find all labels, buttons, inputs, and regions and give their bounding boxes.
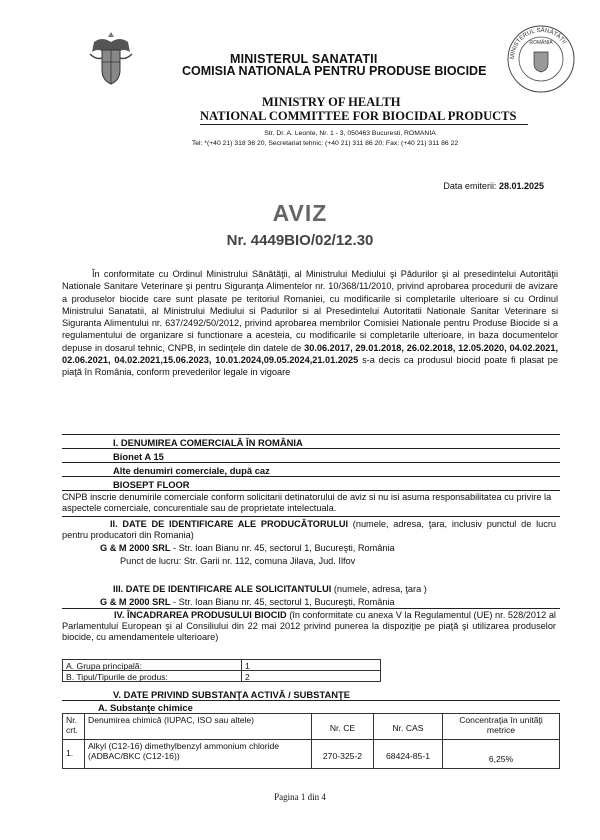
svg-text:ROMÂNIA: ROMÂNIA: [529, 40, 553, 46]
product-type-label: B. Tipul/Tipurile de produs:: [62, 670, 242, 682]
romanian-coat-of-arms-icon: [88, 30, 134, 88]
commission-title-en: NATIONAL COMMITTEE FOR BIOCIDAL PRODUCTS: [200, 109, 517, 123]
section-divider: [62, 434, 560, 435]
address-line: Str. Dr. A. Leonte, Nr. 1 - 3, 050463 Bucuresti, ROMANIA: [264, 130, 436, 137]
section-divider: [62, 700, 560, 701]
group-value: 1: [241, 659, 381, 671]
section-1-title: I. DENUMIREA COMERCIALĂ ÎN ROMÂNIA: [113, 437, 303, 448]
svg-text:MINISTERUL SĂNĂTĂȚII: MINISTERUL SĂNĂTĂȚII: [509, 27, 567, 60]
intro-paragraph: În conformitate cu Ordinul Ministrului Sănătăţii, al Ministrului Mediului şi Pădurilor şi al presedintelui Autorităţii Nationale Sanitare Veterinare şi pentru Siguranţa Alimentelor nr. 10/368/11/2010, privind aprobarea procedurii de avizare a produselor biocide care sunt plasate pe teritoriul Romaniei, cu modificarile si completarile ulterioare si cu Ordinul Ministrului Sanatatii, al Ministrului Mediului si Padurilor si al Presedintelui Autoritatii Nationale Sanitar Veterinare si Siguranta Alimentului nr. 637/2492/50/2012, privind aprobarea membrilor Comisiei Nationale pentru Produse Biocide si a regulamentului de organizare si functionare a acesteia, cu modificarile si completarile ulterioare, in baza documentelor depuse in dosarul tehnic, CNPB, in sedinţele din datele de 30.06.2017, 29.01.2018, 26.02.2018, 12.05.2020, 04.02.2021, 02.06.2021, 04.02.2021,15.06.2023, 10.01.2024,09.05.2024,21.01.2025 s-a decis ca produsul biocid poate fi plasat pe piaţă în România, conform prevederilor legale in vigoare: [62, 269, 558, 378]
page-footer: Pagina 1 din 4: [274, 792, 326, 802]
table-header: Denumirea chimică (IUPAC, ISO sau altele): [84, 713, 312, 740]
table-cell: 6,25%: [442, 739, 560, 769]
table-header: Concentraţia în unităţi metrice: [442, 713, 560, 740]
issue-date: Data emiterii: 28.01.2025: [443, 181, 544, 191]
producer-workpoint: Punct de lucru: Str. Garii nr. 112, comuna Jilava, Jud. Ilfov: [120, 556, 356, 566]
alt-trade-name: BIOSEPT FLOOR: [113, 479, 190, 490]
applicant-address: G & M 2000 SRL - Str. Ioan Bianu nr. 45, sectorul 1, Bucureşti, România: [100, 597, 395, 607]
section-5-title: V. DATE PRIVIND SUBSTANŢA ACTIVĂ / SUBSTANŢE: [113, 689, 350, 700]
group-label: A. Grupa principală:: [62, 659, 242, 671]
product-type-value: 2: [241, 670, 381, 682]
section-5-subtitle: A. Substanţe chimice: [98, 702, 193, 713]
section-2-title: II. DATE DE IDENTIFICARE ALE PRODUCĂTORULUI (numele, adresa, ţara, inclusiv punctul de lucru pentru producatori din Romania): [62, 519, 556, 540]
section-4-title: IV. ÎNCADRAREA PRODUSULUI BIOCID (în conformitate cu anexa V la Regulamentul (UE) nr. 528/2012 al Parlamentului European şi al Consiliului din 22 mai 2012 privind punerea la dispoziţie pe piaţă şi utilizarea produselor biocide, cu amendamentele ulterioare): [62, 610, 556, 642]
table-cell: 270-325-2: [311, 739, 374, 769]
producer-address: G & M 2000 SRL - Str. Ioan Bianu nr. 45, sectorul 1, Bucureşti, România: [100, 543, 395, 553]
table-cell: Alkyl (C12-16) dimethylbenzyl ammonium chloride (ADBAC/BKC (C12-16)): [84, 739, 312, 769]
document-title: AVIZ: [272, 200, 328, 226]
header-rule: [200, 124, 528, 125]
ministry-title-en: MINISTRY OF HEALTH: [262, 95, 401, 109]
official-seal-stamp: [506, 22, 576, 96]
trade-name: Bionet A 15: [113, 451, 164, 462]
table-cell: 68424-85-1: [373, 739, 443, 769]
document-number: Nr. 4449BIO/02/12.30: [226, 232, 374, 249]
alt-names-label: Alte denumiri comerciale, după caz: [113, 465, 270, 476]
trade-name-note: CNPB inscrie denumirile comerciale conform solicitarii detinatorului de aviz si nu isi asuma responsabilitatea cu privire la aspectele comerciale, concurentiale sau de proprietate intelectuala.: [62, 492, 552, 513]
table-header: Nr. crt.: [62, 713, 85, 740]
section-divider: [62, 516, 560, 517]
commission-title-ro: COMISIA NATIONALA PENTRU PRODUSE BIOCIDE: [182, 64, 487, 78]
contacts-line: Tel: *(+40 21) 318 36 20, Secretariat tehnic: (+40 21) 311 86 20; Fax: (+40 21) 311 86 22: [191, 140, 459, 147]
section-divider: [62, 490, 560, 491]
table-cell: 1.: [62, 739, 85, 769]
table-header: Nr. CAS: [373, 713, 443, 740]
section-divider: [62, 448, 560, 449]
section-divider: [62, 476, 560, 477]
table-header: Nr. CE: [311, 713, 374, 740]
ministry-title-ro: MINISTERUL SANATATII: [230, 52, 378, 66]
section-divider: [62, 462, 560, 463]
section-divider: [62, 608, 560, 609]
section-3-title: III. DATE DE IDENTIFICARE ALE SOLICITANTULUI (numele, adresa, ţara ): [113, 584, 427, 594]
